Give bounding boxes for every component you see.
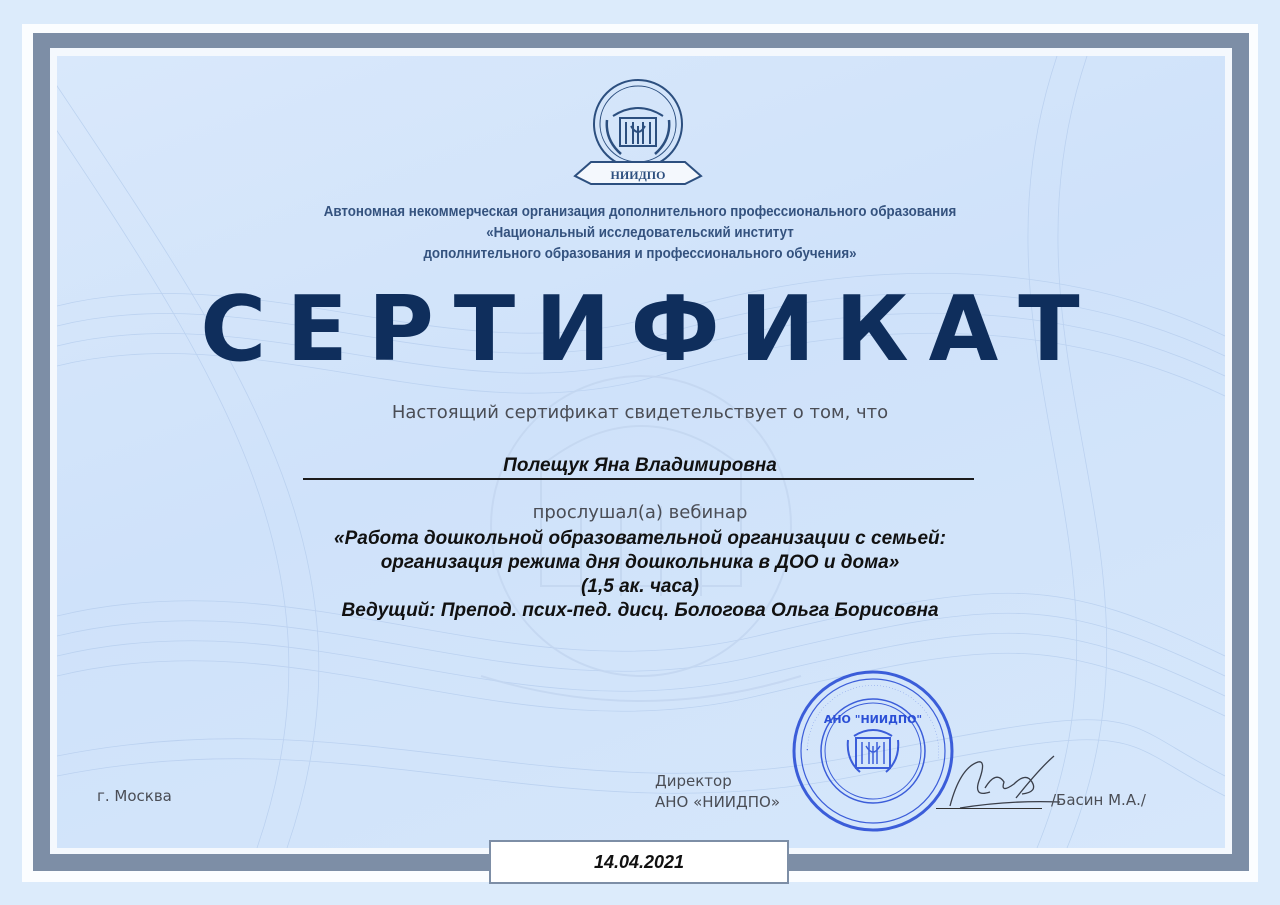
logo-ribbon-text: НИИДПО: [610, 168, 666, 182]
certificate-intro: Настоящий сертификат свидетельствует о том, что: [391, 402, 889, 423]
seal-center-text: АНО "НИИДПО": [823, 713, 923, 726]
webinar-topic-line-2: организация режима дня дошкольника в ДОО и дома»: [380, 552, 900, 573]
organization-line-1: Автономная некоммерческая организация дополнительного профессионального образования: [323, 204, 957, 220]
certificate-title: СЕРТИФИКАТ: [200, 277, 1100, 382]
webinar-hours: (1,5 ак. часа): [581, 576, 699, 597]
signer-name: /Басин М.А./: [1051, 791, 1146, 809]
recipient-name: Полещук Яна Владимировна: [503, 455, 777, 476]
city-label: г. Москва: [97, 787, 172, 805]
issue-date: 14.04.2021: [489, 840, 789, 884]
signature-line: [936, 808, 1042, 809]
webinar-details: [0, 527, 1280, 623]
webinar-host: Ведущий: Препод. псих-пед. дисц. Бологова Ольга Борисовна: [341, 600, 939, 621]
recipient-underline: [303, 478, 974, 480]
director-title: [655, 771, 780, 813]
svg-text:• · · · · · · · · · · · · · ·: • · · · · · · · · · · · · · · · · · · · · · · · · · · · · · · · · · · · · · · · · · · · · · · · · · · · · · · · · · · · · · · · · · · · · · ·: [805, 683, 941, 759]
webinar-topic-line-1: «Работа дошкольной образовательной организации с семьей:: [334, 528, 946, 549]
certificate-action: прослушал(а) вебинар: [532, 502, 748, 523]
director-line-2: АНО «НИИДПО»: [655, 793, 780, 811]
organization-name: [51, 202, 1229, 265]
institute-emblem-icon: [571, 76, 705, 188]
director-line-1: Директор: [655, 772, 732, 790]
organization-line-3: дополнительного образования и профессионального обучения»: [423, 246, 857, 262]
organization-line-2: «Национальный исследовательский институт: [486, 225, 794, 241]
